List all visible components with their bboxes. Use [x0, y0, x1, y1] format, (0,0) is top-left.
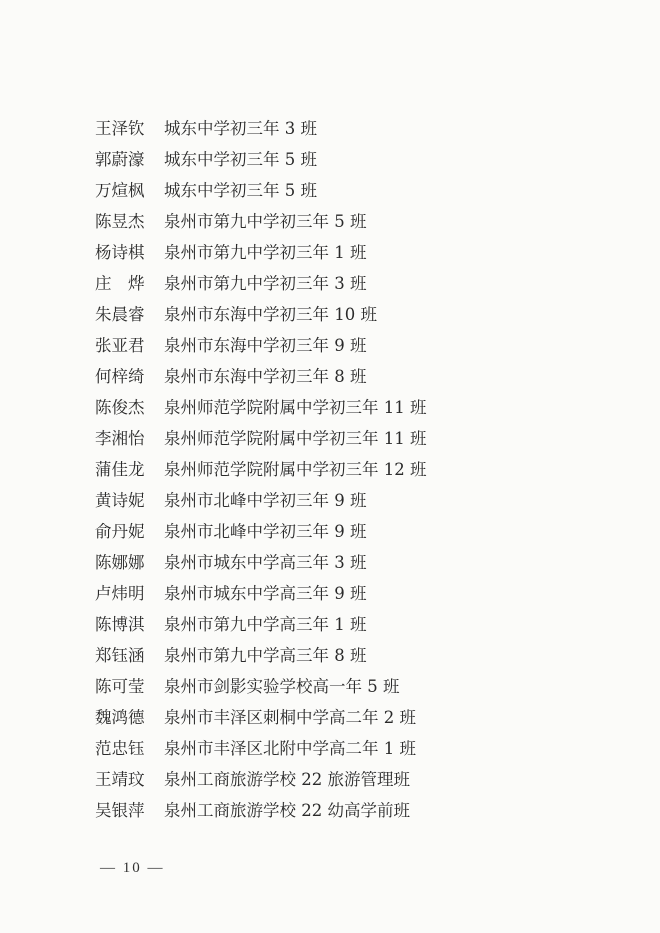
page-number: — 10 —	[100, 860, 165, 876]
school-class: 泉州市北峰中学初三年 9 班	[164, 522, 367, 541]
list-item	[95, 702, 575, 733]
student-name: 朱晨睿	[95, 305, 145, 324]
school-class: 泉州师范学院附属中学初三年 11 班	[164, 429, 427, 448]
list-item	[95, 144, 575, 175]
student-name: 吴银萍	[95, 801, 145, 820]
student-name: 俞丹妮	[95, 522, 145, 541]
school-class: 泉州市第九中学初三年 3 班	[164, 274, 367, 293]
school-class: 泉州市丰泽区北附中学高二年 1 班	[164, 739, 416, 758]
school-class: 泉州市第九中学初三年 5 班	[164, 212, 367, 231]
school-class: 泉州市城东中学高三年 9 班	[164, 584, 367, 603]
list-item	[95, 113, 575, 144]
student-name: 郑钰涵	[95, 646, 145, 665]
student-name: 卢炜明	[95, 584, 145, 603]
list-item	[95, 330, 575, 361]
school-class: 泉州市第九中学初三年 1 班	[164, 243, 367, 262]
list-item	[95, 361, 575, 392]
list-item	[95, 795, 575, 826]
list-item	[95, 578, 575, 609]
list-item	[95, 485, 575, 516]
school-class: 泉州师范学院附属中学初三年 12 班	[164, 460, 427, 479]
list-item	[95, 423, 575, 454]
list-item	[95, 454, 575, 485]
student-name: 杨诗棋	[95, 243, 145, 262]
school-class: 泉州师范学院附属中学初三年 11 班	[164, 398, 427, 417]
student-name: 陈可莹	[95, 677, 145, 696]
list-item	[95, 671, 575, 702]
school-class: 泉州工商旅游学校 22 旅游管理班	[164, 770, 410, 789]
list-item	[95, 268, 575, 299]
school-class: 城东中学初三年 5 班	[164, 181, 317, 200]
student-name: 王靖玟	[95, 770, 145, 789]
list-item	[95, 547, 575, 578]
list-item	[95, 206, 575, 237]
list-item	[95, 299, 575, 330]
school-class: 泉州市丰泽区刺桐中学高二年 2 班	[164, 708, 416, 727]
list-item	[95, 609, 575, 640]
school-class: 泉州市剑影实验学校高一年 5 班	[164, 677, 400, 696]
student-name: 黄诗妮	[95, 491, 145, 510]
school-class: 泉州市东海中学初三年 10 班	[164, 305, 377, 324]
student-name: 陈博淇	[95, 615, 145, 634]
student-name: 魏鸿德	[95, 708, 145, 727]
school-class: 城东中学初三年 3 班	[164, 119, 317, 138]
student-name: 陈昱杰	[95, 212, 145, 231]
list-item	[95, 237, 575, 268]
school-class: 城东中学初三年 5 班	[164, 150, 317, 169]
student-list	[95, 113, 575, 826]
student-name: 张亚君	[95, 336, 145, 355]
school-class: 泉州市第九中学高三年 8 班	[164, 646, 367, 665]
school-class: 泉州市城东中学高三年 3 班	[164, 553, 367, 572]
student-name: 庄 烨	[95, 274, 145, 293]
student-name: 王泽钦	[95, 119, 145, 138]
student-name: 范忠钰	[95, 739, 145, 758]
student-name: 何梓绮	[95, 367, 145, 386]
list-item	[95, 175, 575, 206]
list-item	[95, 764, 575, 795]
student-name: 陈娜娜	[95, 553, 145, 572]
school-class: 泉州市第九中学高三年 1 班	[164, 615, 367, 634]
school-class: 泉州工商旅游学校 22 幼高学前班	[164, 801, 410, 820]
student-name: 万煊枫	[95, 181, 145, 200]
student-name: 郭蔚濠	[95, 150, 145, 169]
school-class: 泉州市东海中学初三年 9 班	[164, 336, 367, 355]
student-name: 陈俊杰	[95, 398, 145, 417]
school-class: 泉州市东海中学初三年 8 班	[164, 367, 367, 386]
list-item	[95, 640, 575, 671]
school-class: 泉州市北峰中学初三年 9 班	[164, 491, 367, 510]
list-item	[95, 392, 575, 423]
student-name: 李湘怡	[95, 429, 145, 448]
student-name: 蒲佳龙	[95, 460, 145, 479]
list-item	[95, 516, 575, 547]
list-item	[95, 733, 575, 764]
